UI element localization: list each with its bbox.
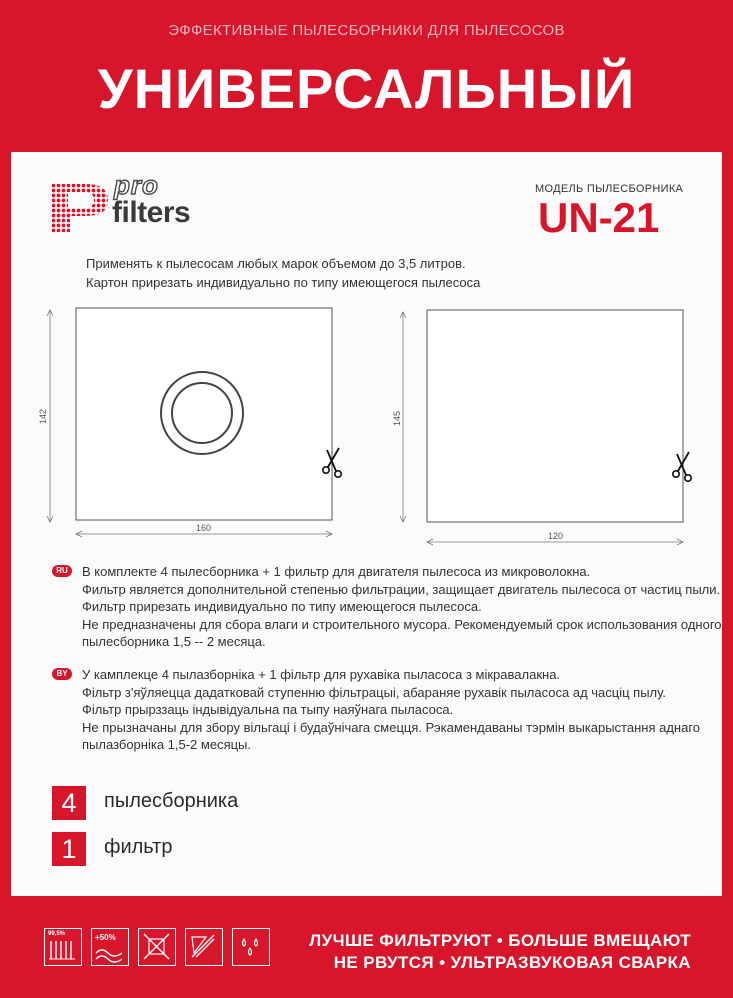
filter-count-label: фильтр bbox=[104, 836, 173, 858]
footer-slogans bbox=[281, 930, 691, 974]
ru-line: Фильтр является дополнительной степенью фильтрации, защищает двигатель пылесоса от частиц пыли. bbox=[82, 581, 721, 597]
by-text bbox=[82, 666, 722, 754]
slogan-line-2: НЕ РВУТСЯ • УЛЬТРАЗВУКОВАЯ СВАРКА bbox=[333, 953, 691, 972]
product-title: УНИВЕРСАЛЬНЫЙ bbox=[97, 57, 636, 120]
usage-instructions bbox=[86, 254, 480, 292]
ru-line: пылесборника 1,5 -- 2 месяца. bbox=[82, 634, 266, 649]
ru-line: Не предназначены для сбора влаги и строительного мусора. Рекомендуемый срок использования одного bbox=[82, 616, 722, 632]
by-line: Фільтр прырззаць індывідуальна па тыпу наяўнага пыласоса. bbox=[82, 702, 454, 717]
usage-line: Картон прирезать индивидуально по типу имеющегося пылесоса bbox=[86, 275, 481, 290]
filter-height-label: 145 bbox=[392, 410, 402, 426]
bag-diagram bbox=[40, 300, 360, 550]
filter-count: 1 bbox=[52, 832, 86, 866]
moisture-icon bbox=[232, 928, 270, 966]
ru-line: В комплекте 4 пылесборника + 1 фильтр для двигателя пылесоса из микроволокна. bbox=[82, 564, 591, 579]
right-border bbox=[722, 152, 733, 896]
ru-badge: RU bbox=[52, 565, 72, 577]
logo-dots-icon bbox=[46, 178, 116, 234]
capacity-icon bbox=[91, 928, 129, 966]
bag-count-label: пылесборника bbox=[104, 790, 239, 812]
filter-width-label: 120 bbox=[548, 531, 564, 541]
ru-line: Фильтр прирезать индивидуально по типу имеющегося пылесоса. bbox=[82, 599, 482, 614]
by-line: Фільтр з'яўляецца дадатковай ступенню фільтрацыі, абараняе рухавік пыласоса ад часціц пылу. bbox=[82, 684, 666, 700]
logo-text-pro: pro bbox=[114, 170, 159, 200]
model-label: МОДЕЛЬ ПЫЛЕСБОРНИКА bbox=[535, 183, 684, 195]
ultrasonic-weld-icon bbox=[185, 928, 223, 966]
logo-text-filters: filters bbox=[112, 196, 191, 229]
filtration-icon-label: 99,5% bbox=[48, 931, 66, 937]
slogan-line-1: ЛУЧШЕ ФИЛЬТРУЮТ • БОЛЬШЕ ВМЕЩАЮТ bbox=[309, 931, 691, 950]
bag-width-label: 160 bbox=[196, 523, 212, 533]
no-tear-icon bbox=[138, 928, 176, 966]
capacity-icon-label: +50% bbox=[95, 933, 116, 942]
usage-line: Применять к пылесосам любых марок объемом до 3,5 литров. bbox=[86, 256, 466, 271]
filter-cardboard-outline bbox=[427, 310, 683, 522]
left-border bbox=[0, 152, 11, 896]
profilters-logo bbox=[46, 170, 196, 234]
by-line: пылазборніка 1,5-2 месяцы. bbox=[82, 737, 252, 752]
ru-text bbox=[82, 563, 722, 651]
bag-count: 4 bbox=[52, 786, 86, 820]
model-code: UN-21 bbox=[538, 194, 660, 241]
bag-height-label: 142 bbox=[38, 408, 48, 424]
by-line: Не прызначаны для збору вільгаці і будаўнічага смецця. Рэкамендаваны тэрмін выкарыстання аднаго bbox=[82, 719, 701, 735]
filtration-icon bbox=[44, 928, 82, 966]
by-badge: BY bbox=[52, 668, 72, 680]
filter-diagram bbox=[392, 300, 702, 550]
feature-icons bbox=[44, 928, 299, 972]
bag-cardboard-outline bbox=[76, 308, 332, 520]
tagline: ЭФФЕКТИВНЫЕ ПЫЛЕСБОРНИКИ ДЛЯ ПЫЛЕСОСОВ bbox=[168, 22, 565, 39]
by-line: У камплекце 4 пылазборніка + 1 фільтр для рухавіка пыласоса з мікравалакна. bbox=[82, 667, 561, 682]
